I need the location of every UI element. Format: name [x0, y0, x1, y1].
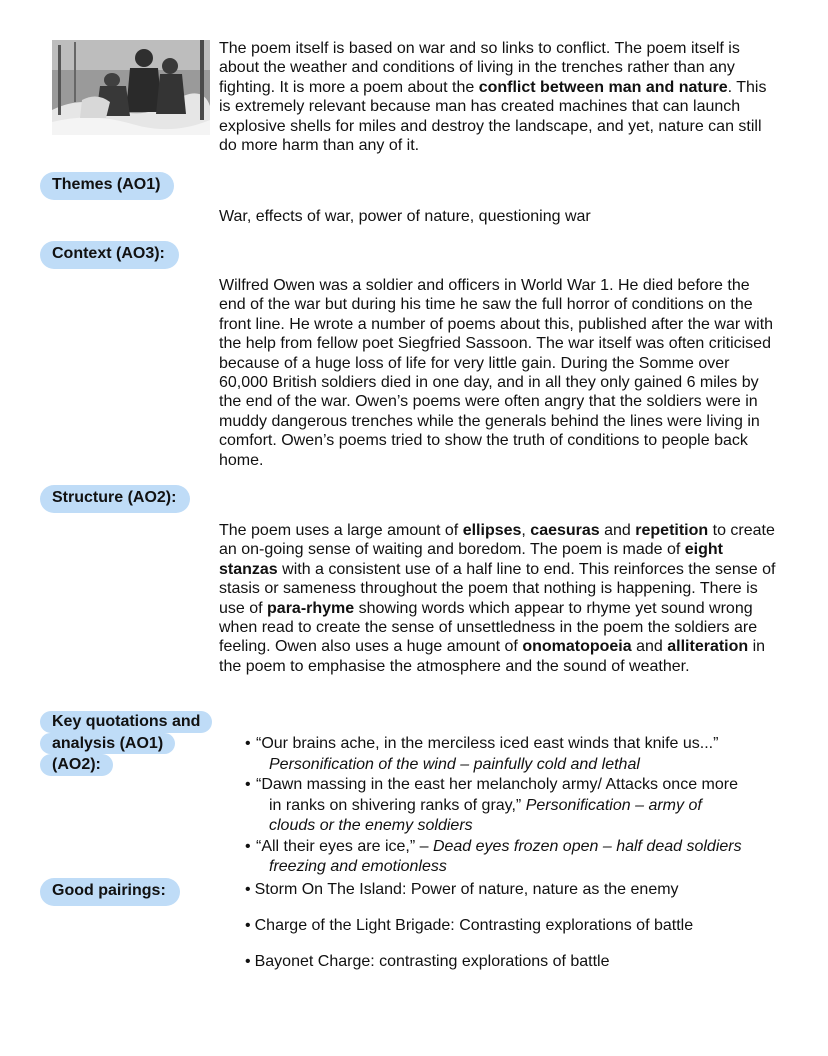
quotations-list	[245, 734, 785, 878]
pairing-item-2: • Charge of the Light Brigade: Contrasting explorations of battle	[245, 917, 694, 934]
quotation-2-analysis-a: Personification – army of	[525, 796, 702, 814]
intro-text-2: . This is extremely relevant because man has created machines that can launch explosive shells for miles and destroy the landscape, and yet, nature can still do more harm than any of it.	[219, 78, 767, 155]
quotation-item-3	[245, 837, 785, 878]
themes-text: War, effects of war, power of nature, questioning war	[219, 208, 591, 225]
quotation-2-text-a: “Dawn massing in the east her melancholy army/ Attacks once more	[256, 776, 738, 793]
quotation-3-text: “All their eyes are ice,” –	[256, 837, 433, 855]
trench-photo	[52, 40, 210, 135]
quotation-3-analysis-a: Dead eyes frozen open – half dead soldiers	[432, 837, 742, 855]
pairing-item-1: • Storm On The Island: Power of nature, nature as the enemy	[245, 881, 679, 898]
pairing-item-2-text: Charge of the Light Brigade: Contrasting explorations of battle	[254, 917, 694, 934]
structure-text: The poem uses a large amount of ellipses, caesuras and repetition to create an on-going sense of waiting and boredom. The poem is made of eight stanzas with a consistent use of a half line to end. This reinforces the sense of stasis or sameness throughout the poem that nothing is happening. There is use of para-rhyme showing words which appear to rhyme yet sound wrong when read to create the sense of unsettledness in the poem the soldiers are feeling. Owen also uses a huge amount of onomatopoeia and alliteration in the poem to emphasise the atmosphere and the sound of weather.	[219, 522, 776, 675]
context-text: Wilfred Owen was a soldier and officers in World War 1. He died before the end of the war but during his time he saw the full horror of conditions on the front line. He wrote a number of poems about this, published after the war with the help from fellow poet Siegfried Sassoon. The war itself was often criticised because of a huge loss of life for very little gain. During the Somme over 60,000 British soldiers died in one day, and in all they only gained 6 miles by the end of the war. Owen’s poems were often angry that the soldiers were in muddy dangerous trenches while the generals behind the lines were living in comfort. Owen’s poems tried to show the truth of conditions to people back home.	[219, 277, 774, 469]
intro-bold-phrase: conflict between man and nature	[478, 78, 728, 96]
structure-label: Structure (AO2):	[40, 485, 190, 513]
quotation-2-analysis-b: clouds or the enemy soldiers	[269, 817, 473, 834]
pairings-label: Good pairings:	[40, 878, 180, 906]
quotations-label-line-2: analysis (AO1)	[40, 733, 175, 755]
quotations-label-line-1: Key quotations and	[40, 711, 212, 733]
pairing-item-3-text: Bayonet Charge: contrasting explorations of battle	[254, 953, 610, 970]
quotations-label	[40, 711, 212, 776]
pairing-item-3: • Bayonet Charge: contrasting explorations of battle	[245, 953, 610, 970]
quotations-label-line-3: (AO2):	[40, 754, 113, 776]
themes-label: Themes (AO1)	[40, 172, 174, 200]
trench-photo-image	[52, 40, 210, 135]
quotation-1-text: “Our brains ache, in the merciless iced east winds that knife us...”	[256, 735, 719, 752]
quotation-2-text-b: in ranks on shivering ranks of gray,”	[269, 796, 526, 814]
pairing-item-1-text: Storm On The Island: Power of nature, nature as the enemy	[254, 881, 679, 898]
quotation-3-analysis-b: freezing and emotionless	[269, 858, 447, 875]
quotation-1-analysis: Personification of the wind – painfully cold and lethal	[269, 755, 640, 773]
intro-paragraph	[219, 39, 779, 155]
quotation-item-2	[245, 775, 785, 837]
intro-text-1: The poem itself is based on war and so links to conflict. The poem itself is about the weather and conditions of living in the trenches rather than any fighting. It is more a poem about the	[219, 40, 740, 96]
quotation-item-1	[245, 734, 785, 775]
context-label: Context (AO3):	[40, 241, 179, 269]
